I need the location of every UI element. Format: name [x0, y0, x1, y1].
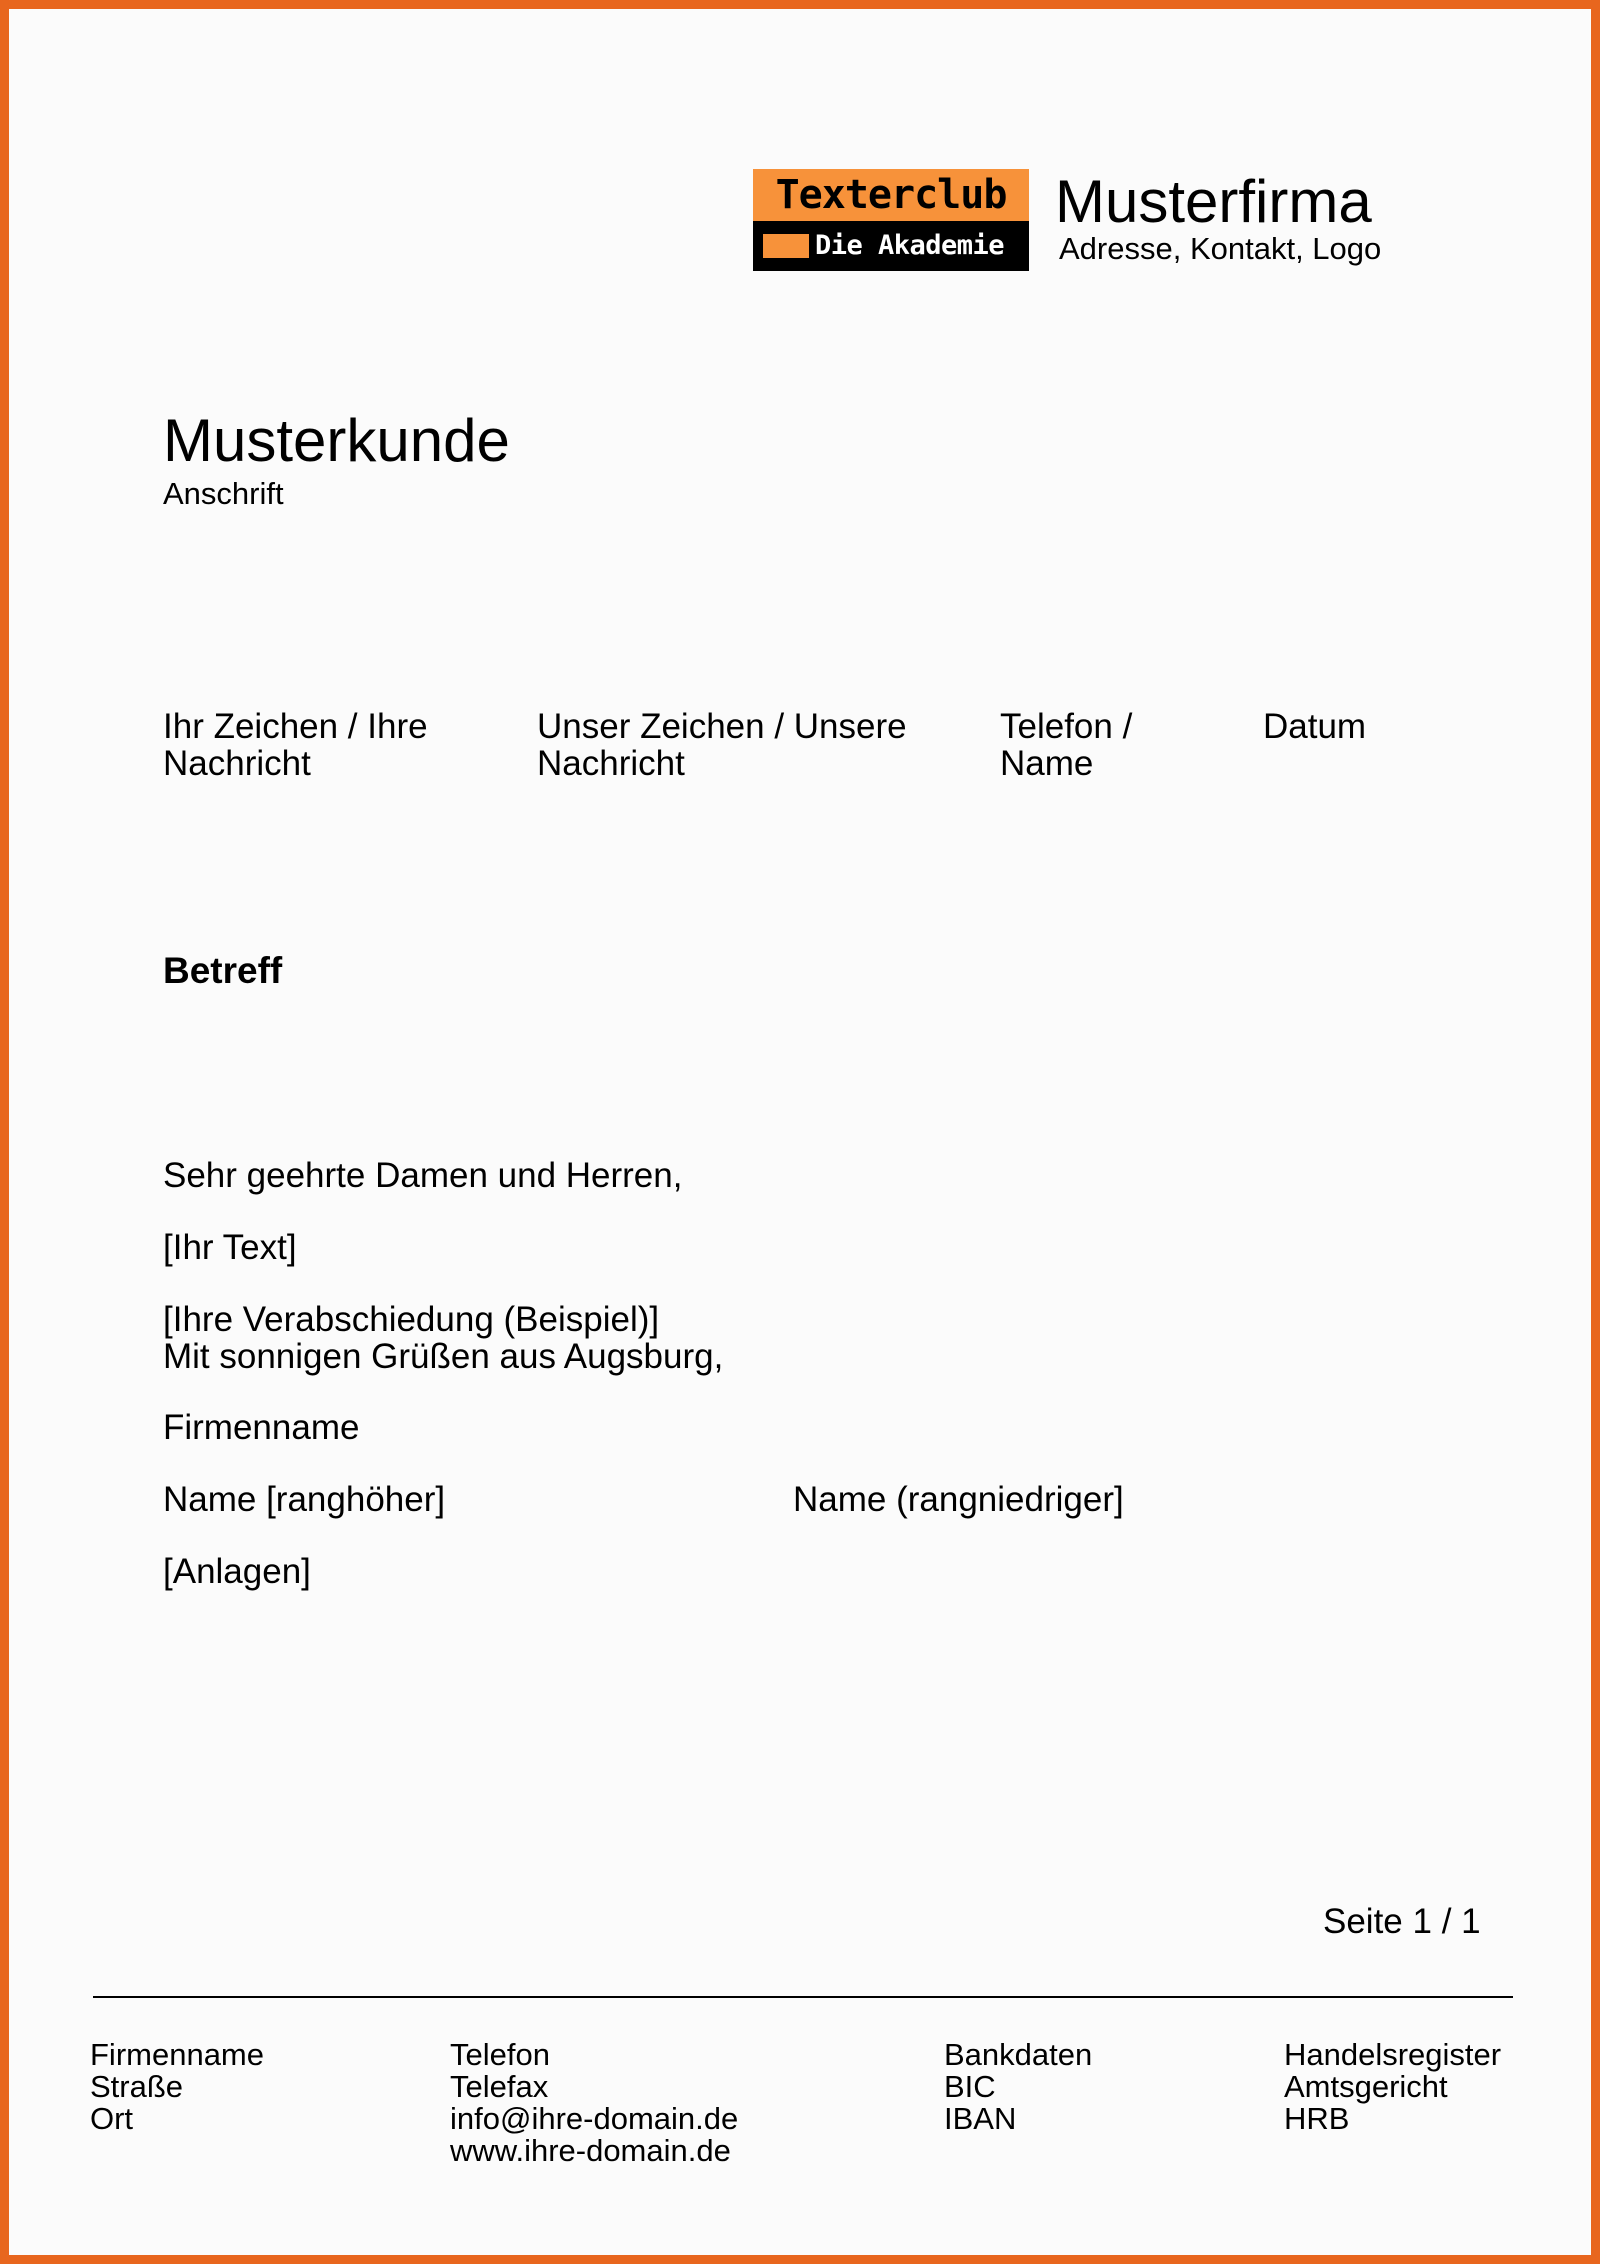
footer-line: Amtsgericht — [1284, 2069, 1448, 2104]
closing-text: Mit sonnigen Grüßen aus Augsburg, — [163, 1337, 724, 1376]
footer-line: info@ihre-domain.de — [450, 2101, 739, 2136]
footer-line: HRB — [1284, 2101, 1350, 2136]
footer-line: Straße — [90, 2069, 184, 2104]
footer-line: Firmenname — [90, 2037, 264, 2072]
signer-junior: Name (rangniedriger] — [793, 1480, 1124, 1519]
footer-line: BIC — [944, 2069, 996, 2104]
ref-our-reference: Unser Zeichen / Unsere Nachricht — [537, 707, 907, 783]
signer-senior: Name [ranghöher] — [163, 1480, 446, 1519]
texterclub-logo — [753, 169, 1029, 271]
ref-your-reference: Ihr Zeichen / Ihre Nachricht — [163, 707, 428, 783]
footer-line: Bankdaten — [944, 2037, 1093, 2072]
sender-company-name: Musterfirma — [1055, 168, 1372, 235]
footer-line: Telefon — [450, 2037, 550, 2072]
letter-subject: Betreff — [163, 950, 283, 991]
footer-line: IBAN — [944, 2101, 1017, 2136]
logo-top-text: Texterclub — [753, 169, 1029, 221]
footer-col-bank — [944, 2039, 1092, 2135]
footer-col-register — [1284, 2039, 1501, 2135]
attachments: [Anlagen] — [163, 1552, 311, 1591]
footer-col-company — [90, 2039, 264, 2135]
body-text: [Ihr Text] — [163, 1228, 297, 1267]
signature-company: Firmenname — [163, 1408, 360, 1447]
footer-line: www.ihre-domain.de — [450, 2133, 731, 2168]
recipient-address: Anschrift — [163, 476, 284, 511]
footer-divider — [93, 1996, 1513, 1998]
ref-phone-name: Telefon / Name — [1000, 707, 1133, 783]
footer-line: Ort — [90, 2101, 134, 2136]
closing-placeholder: [Ihre Verabschiedung (Beispiel)] — [163, 1300, 660, 1339]
page-number: Seite 1 / 1 — [1323, 1902, 1481, 1941]
footer-line: Handelsregister — [1284, 2037, 1502, 2072]
sender-company-subline: Adresse, Kontakt, Logo — [1059, 231, 1382, 266]
footer-col-contact — [450, 2039, 738, 2167]
ref-date: Datum — [1263, 707, 1367, 746]
recipient-name: Musterkunde — [163, 407, 510, 474]
logo-orange-bar — [763, 234, 809, 258]
logo-bottom-text: Die Akademie — [815, 230, 1005, 261]
footer-line: Telefax — [450, 2069, 549, 2104]
salutation: Sehr geehrte Damen und Herren, — [163, 1156, 683, 1195]
